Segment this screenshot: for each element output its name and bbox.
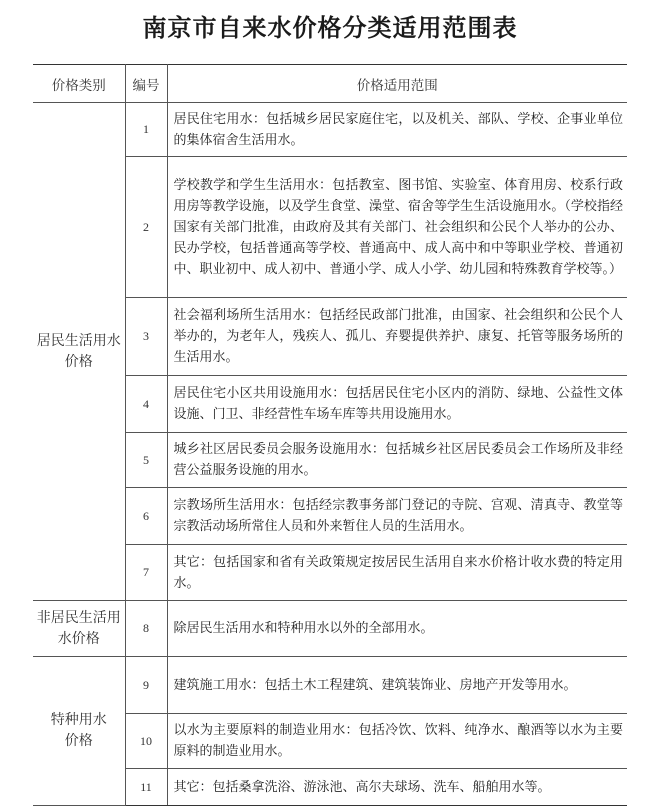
header-number: 编号 — [125, 65, 167, 103]
row-number: 1 — [125, 103, 167, 157]
category-label: 非居民生活用水价格 — [36, 609, 121, 647]
table-row — [33, 601, 627, 657]
header-scope: 价格适用范围 — [167, 65, 627, 103]
category-label: 居民生活用水价格 — [36, 332, 121, 370]
header-category: 价格类别 — [33, 65, 125, 103]
row-number: 11 — [125, 769, 167, 806]
table-row — [33, 103, 627, 157]
row-scope: 城乡社区居民委员会服务设施用水：包括城乡社区居民委员会工作场所及非经营公益服务设施的用水。 — [167, 433, 627, 488]
row-number: 5 — [125, 433, 167, 488]
row-scope: 建筑施工用水：包括土木工程建筑、建筑装饰业、房地产开发等用水。 — [167, 657, 627, 714]
row-number: 4 — [125, 376, 167, 433]
category-label: 特种用水价格 — [50, 712, 107, 749]
row-number: 2 — [125, 157, 167, 298]
table-header-row — [33, 65, 627, 103]
row-scope: 宗教场所生活用水：包括经宗教事务部门登记的寺院、宫观、清真寺、教堂等宗教活动场所常住人员和外来暂住人员的生活用水。 — [167, 488, 627, 545]
row-scope: 以水为主要原料的制造业用水：包括冷饮、饮料、纯净水、酿酒等以水为主要原料的制造业用水。 — [167, 714, 627, 769]
row-scope: 社会福利场所生活用水：包括经民政部门批准，由国家、社会组织和公民个人举办的，为老年人，残疾人、孤儿、弃婴提供养护、康复、托管等服务场所的生活用水。 — [167, 298, 627, 376]
category-cell — [33, 601, 125, 657]
row-scope: 其它：包括国家和省有关政策规定按居民生活用自来水价格计收水费的特定用水。 — [167, 545, 627, 601]
row-number: 8 — [125, 601, 167, 657]
row-scope: 其它：包括桑拿洗浴、游泳池、高尔夫球场、洗车、船舶用水等。 — [167, 769, 627, 806]
row-scope: 学校教学和学生生活用水：包括教室、图书馆、实验室、体育用房、校系行政用房等教学设施，以及学生食堂、澡堂、宿舍等学生生活设施用水。（学校指经国家有关部门批准，由政府及其有关部门、社会组织和公民个人举办的公办、民办学校，包括普通高等学校、普通高中、成人高中和中等职业学校、普通初中、职业初中、成人初中、普通小学、成人小学、幼儿园和特殊教育学校等。） — [167, 157, 627, 298]
row-number: 7 — [125, 545, 167, 601]
row-number: 10 — [125, 714, 167, 769]
row-number: 6 — [125, 488, 167, 545]
category-cell — [33, 657, 125, 806]
category-cell — [33, 103, 125, 601]
water-price-table — [33, 64, 627, 806]
table-row — [33, 657, 627, 714]
row-scope: 居民住宅用水：包括城乡居民家庭住宅，以及机关、部队、学校、企事业单位的集体宿舍生活用水。 — [167, 103, 627, 157]
row-number: 9 — [125, 657, 167, 714]
row-scope: 除居民生活用水和特种用水以外的全部用水。 — [167, 601, 627, 657]
page-title: 南京市自来水价格分类适用范围表 — [142, 14, 518, 42]
row-scope: 居民住宅小区共用设施用水：包括居民住宅小区内的消防、绿地、公益性文体设施、门卫、非经营性车场车库等共用设施用水。 — [167, 376, 627, 433]
row-number: 3 — [125, 298, 167, 376]
